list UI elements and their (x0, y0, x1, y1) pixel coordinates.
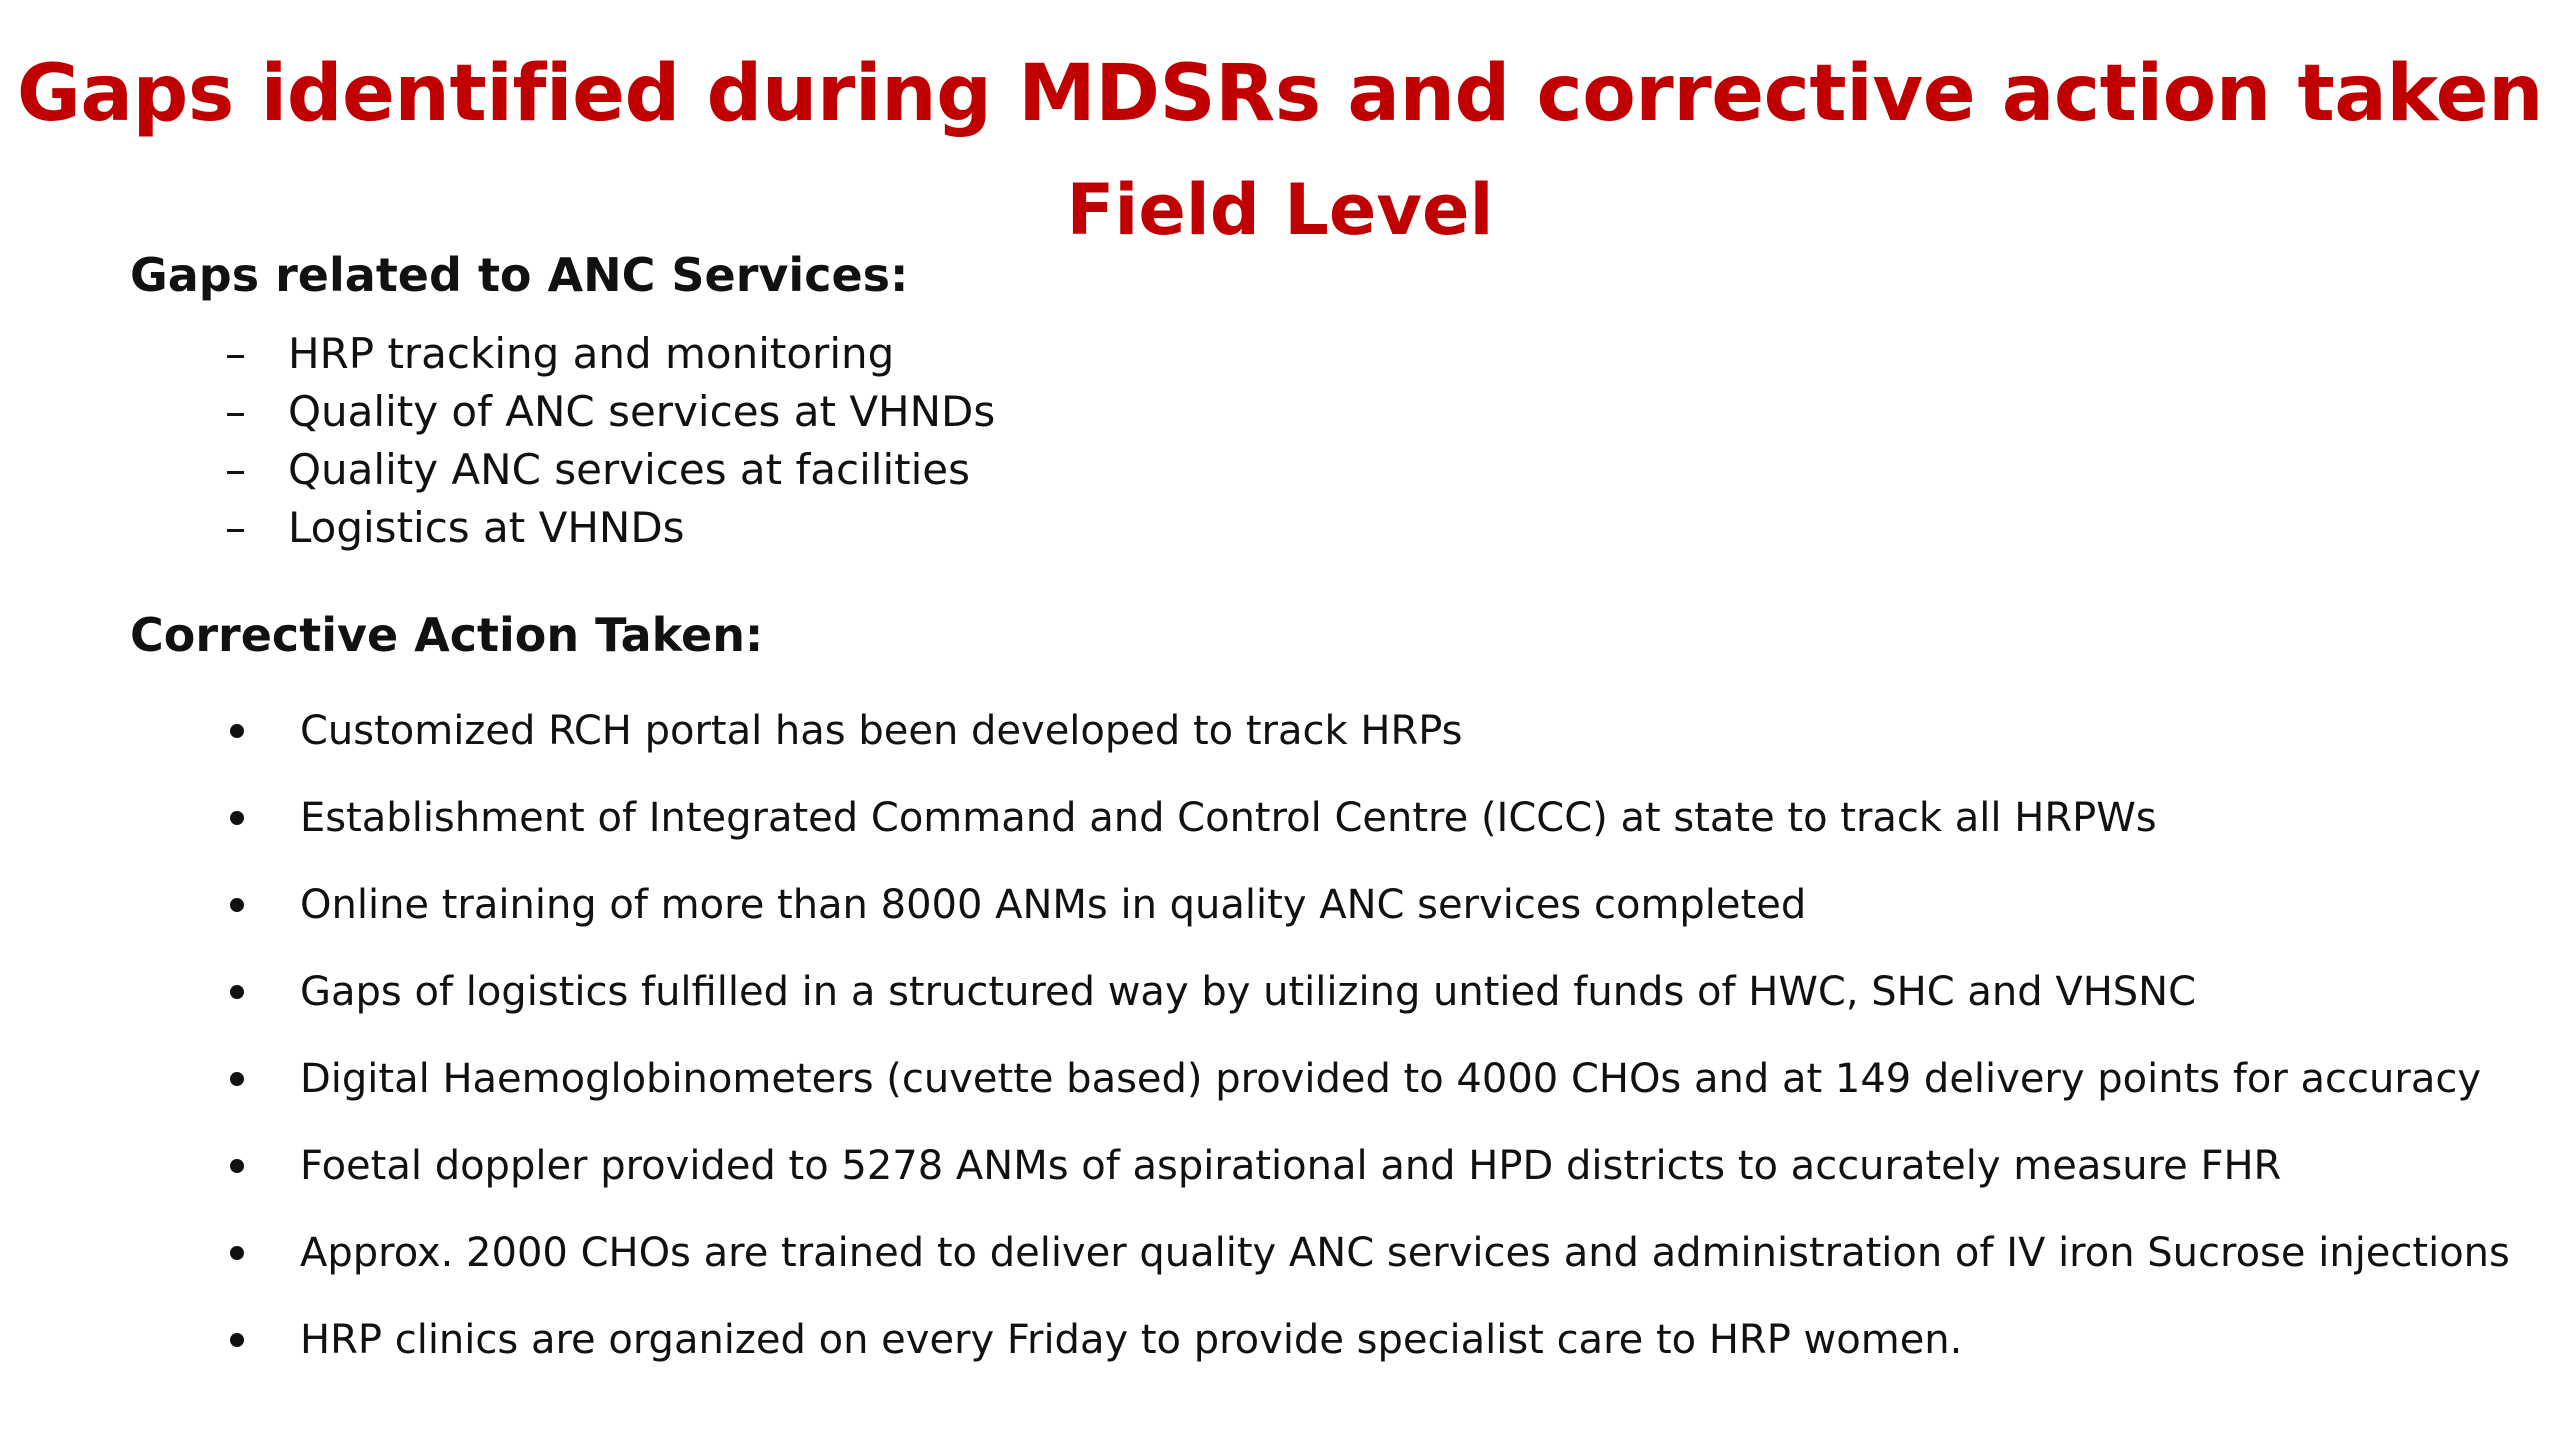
bullet-dot-icon (225, 1309, 300, 1396)
action-item-text: HRP clinics are organized on every Friday to provide specialist care to HRP women. (300, 1317, 1963, 1363)
action-item (225, 961, 2510, 1048)
bullet-dot-icon (225, 961, 300, 1048)
bullet-dot-icon (225, 1135, 300, 1222)
bullet-dot-icon (225, 787, 300, 874)
dash-bullet-icon: – (225, 445, 246, 494)
action-item (225, 1309, 2510, 1396)
gap-item (225, 383, 995, 441)
gap-item-text: Quality ANC services at facilities (288, 445, 970, 494)
actions-heading: Corrective Action Taken: (130, 608, 764, 662)
action-item (225, 874, 2510, 961)
gap-item-text: Quality of ANC services at VHNDs (288, 387, 996, 436)
bullet-dot-icon (225, 1222, 300, 1309)
action-item-text: Online training of more than 8000 ANMs in quality ANC services completed (300, 882, 1807, 928)
bullet-dot-icon (225, 1048, 300, 1135)
bullet-dot-icon (225, 700, 300, 787)
gap-item-text: Logistics at VHNDs (288, 503, 685, 552)
dash-bullet-icon: – (225, 503, 246, 552)
slide-subtitle: Field Level (1066, 169, 1494, 251)
action-item-text: Digital Haemoglobinometers (cuvette based) provided to 4000 CHOs and at 149 delivery points for accuracy (300, 1056, 2482, 1102)
action-item-text: Foetal doppler provided to 5278 ANMs of aspirational and HPD districts to accurately measure FHR (300, 1143, 2282, 1189)
action-item-text: Establishment of Integrated Command and Control Centre (ICCC) at state to track all HRPWs (300, 795, 2157, 841)
action-item (225, 787, 2510, 874)
gaps-list (225, 325, 995, 557)
action-item-text: Gaps of logistics fulfilled in a structured way by utilizing untied funds of HWC, SHC and VHSNC (300, 969, 2197, 1015)
bullet-dot-icon (225, 874, 300, 961)
slide-title: Gaps identified during MDSRs and corrective action taken (16, 49, 2544, 139)
action-item (225, 1222, 2510, 1309)
gap-item (225, 499, 995, 557)
gap-item (225, 441, 995, 499)
action-item-text: Approx. 2000 CHOs are trained to deliver quality ANC services and administration of IV iron Sucrose injections (300, 1230, 2510, 1276)
dash-bullet-icon: – (225, 387, 246, 436)
actions-list (225, 700, 2510, 1396)
dash-bullet-icon: – (225, 329, 246, 378)
action-item (225, 1048, 2510, 1135)
gap-item-text: HRP tracking and monitoring (288, 329, 895, 378)
gaps-heading: Gaps related to ANC Services: (130, 248, 909, 302)
action-item (225, 700, 2510, 787)
gap-item (225, 325, 995, 383)
action-item-text: Customized RCH portal has been developed to track HRPs (300, 708, 1463, 754)
action-item (225, 1135, 2510, 1222)
